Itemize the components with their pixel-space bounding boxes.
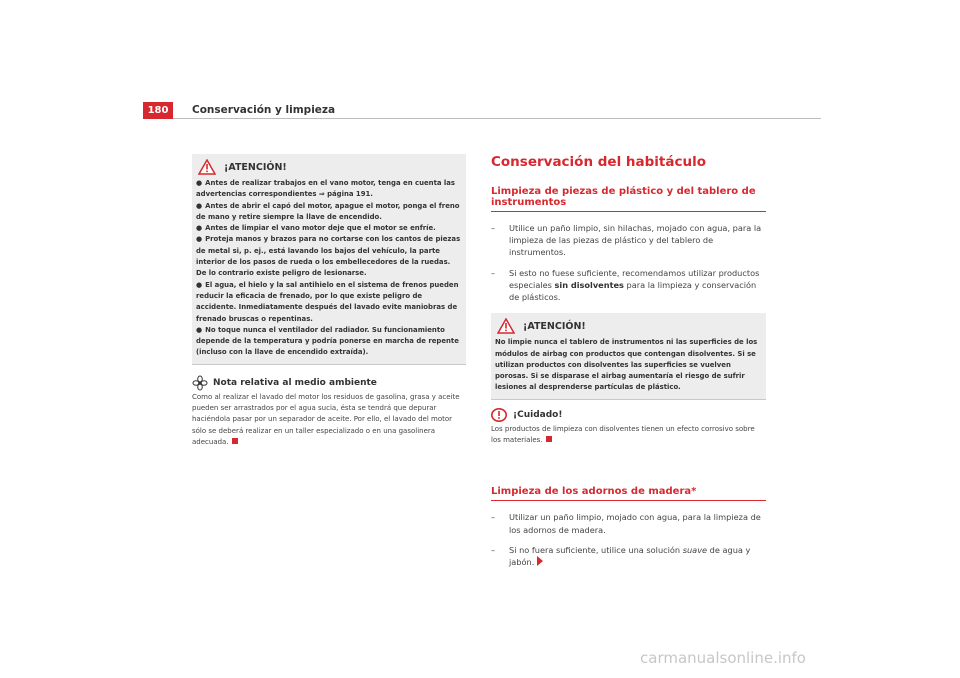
bullet-icon: ● [196, 201, 203, 210]
step-text-part: para la limpieza y conservación de plásticos. [509, 279, 757, 303]
continue-arrow-icon [537, 556, 543, 566]
step-text [509, 267, 766, 304]
step-dash: – [491, 223, 496, 233]
warning-item [196, 280, 462, 325]
step-emphasis: suave [682, 544, 708, 555]
warning-triangle-icon [497, 318, 515, 334]
section-title: Conservación del habitáculo [491, 154, 707, 170]
warning-item-text: Antes de realizar trabajos en el vano motor, tenga en cuenta las advertencias correspondientes [196, 179, 456, 199]
warning-item-text: No toque nunca el ventilador del radiador. Su funcionamiento depende de la temperatura y podría ponerse en marcha de repente (incluso con la llave de encendido extraída). [196, 325, 459, 357]
header-divider [173, 118, 821, 119]
warning-item [196, 223, 462, 234]
exclamation-circle-icon [491, 408, 507, 422]
environment-note-header [192, 375, 466, 391]
step-dash: – [491, 512, 496, 523]
warning-header [192, 154, 466, 178]
warning-box-airbag [491, 313, 766, 399]
environment-note-title: Nota relativa al medio ambiente [213, 377, 377, 388]
bullet-icon: ● [196, 224, 203, 233]
instruction-step [491, 267, 766, 304]
bullet-icon: ● [196, 179, 203, 187]
step-text: Utilizar un paño limpio, mojado con agua, para la limpieza de los adornos de madera. [509, 512, 761, 535]
instruction-step [491, 511, 766, 535]
subsection-title-wood: Limpieza de los adornos de madera* [491, 486, 766, 501]
warning-title: ¡ATENCIÓN! [224, 161, 287, 173]
end-of-section-marker [546, 436, 552, 442]
step-text-part: de agua y jabón. [509, 544, 751, 567]
subsection-title-plastic: Limpieza de piezas de plástico y del tablero de instrumentos [491, 186, 766, 212]
warning-item-text: Antes de abrir el capó del motor, apague el motor, ponga el freno de mano y retire siempre la llave de encendido. [196, 201, 460, 221]
step-dash: – [491, 267, 496, 278]
step-text-part: Si esto no fuese suficiente, recomendamos utilizar productos especiales [509, 267, 760, 290]
instruction-step [491, 222, 766, 259]
caution-body [491, 424, 766, 447]
warning-item [196, 234, 462, 279]
caution-text: Los productos de limpieza con disolventes tienen un efecto corrosivo sobre los materiales. [491, 424, 755, 444]
warning-item [196, 178, 462, 201]
warning-item-text: Antes de limpiar el vano motor deje que el motor se enfríe. [205, 224, 436, 233]
instruction-step [491, 544, 766, 568]
step-emphasis: sin disolventes [554, 279, 624, 290]
warning-box [192, 154, 466, 365]
step-text: Utilice un paño limpio, sin hilachas, mojado con agua, para la limpieza de las piezas de plástico y del tablero de instrumentos. [509, 223, 762, 258]
caution-header [491, 408, 766, 422]
warning-title: ¡ATENCIÓN! [523, 320, 586, 332]
page-number: 180 [143, 102, 173, 119]
header-title: Conservación y limpieza [192, 104, 336, 116]
bullet-icon: ● [196, 280, 203, 289]
caution-title: ¡Cuidado! [513, 409, 563, 420]
warning-triangle-icon [198, 159, 216, 175]
end-of-section-marker [232, 438, 238, 444]
warning-item [196, 201, 462, 224]
bullet-icon: ● [196, 235, 203, 244]
left-column [192, 154, 466, 448]
warning-item-text: Proteja manos y brazos para no cortarse con los cantos de piezas de metal si, p. ej., está lavando los bajos del vehículo, la parte interior de los pasos de rueda o los embellecedores de la ruedas. De lo contrario existe peligro de lesionarse. [196, 235, 461, 278]
watermark: carmanualsonline.info [640, 649, 806, 667]
warning-header [491, 313, 766, 337]
environment-note-body [192, 392, 466, 448]
right-column [491, 154, 766, 568]
step-text-part: Si no fuera suficiente, utilice una solución [509, 544, 683, 555]
bullet-icon: ● [196, 325, 203, 334]
step-text [509, 544, 766, 568]
warning-item [196, 325, 462, 359]
warning-body: No limpie nunca el tablero de instrumentos ni las superficies de los módulos de airbag con productos que contengan disolventes. Si se utilizan productos con disolventes las superficies se vuelven porosas. Si se disparase el airbag aumentaría el riesgo de sufrir lesiones al desprenderse partículas de plástico. [495, 338, 758, 392]
warning-item-text: El agua, el hielo y la sal antihielo en el sistema de frenos pueden reducir la eficacia de frenado, por lo que existe peligro de accidente. Inmediatamente después del lavado evite maniobras de frenado bruscas o repentinas. [196, 280, 459, 323]
step-dash: – [491, 544, 496, 555]
warning-body [192, 178, 466, 364]
page-reference-link[interactable]: ⇒ página 191. [318, 190, 373, 199]
flower-environment-icon [192, 375, 208, 391]
environment-note-text: Como al realizar el lavado del motor los residuos de gasolina, grasa y aceite pueden ser arrastrados por el agua sucia, ésta se tendrá que depurar haciéndola pasar por un separador de aceite. Por ello, el lavado del motor sólo se deberá realizar en un taller especializado o en una gasolinera adecuada. [192, 392, 460, 446]
